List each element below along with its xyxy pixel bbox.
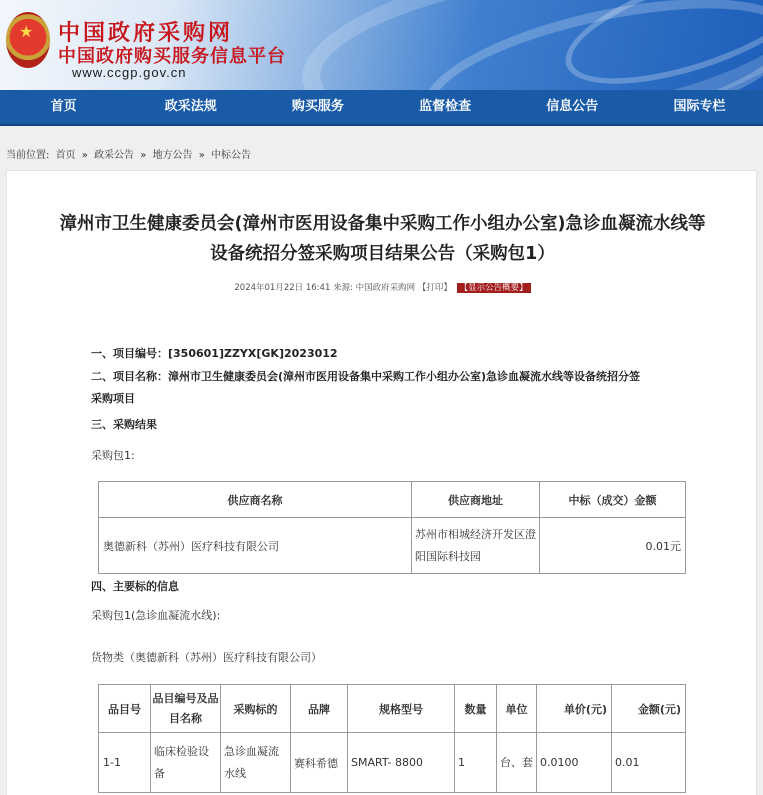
source-label: 来源: — [333, 283, 353, 293]
project-number: 一、项目编号：[350601]ZZYX[GK]2023012 — [91, 347, 338, 360]
item-no: 1-1 — [99, 733, 151, 793]
quantity: 1 — [455, 733, 497, 793]
nav-regulations[interactable]: 政采法规 — [164, 99, 217, 114]
nav-supervision[interactable]: 监督检查 — [419, 99, 472, 114]
amount: 0.01 — [612, 733, 686, 793]
header-unit-price: 单价(元) — [537, 685, 612, 733]
section-heading: 四、主要标的信息 — [91, 580, 179, 593]
project-name-line: 二、项目名称：漳州市卫生健康委员会(漳州市医用设备集中采购工作小组办公室)急诊血凝流水线等设备统招分签 — [91, 370, 641, 383]
site-title[interactable]: 中国政府采购网 — [58, 21, 234, 46]
package-label: 采购包1: — [91, 449, 135, 462]
result-table — [98, 481, 686, 574]
breadcrumb-separator: » — [198, 150, 205, 161]
nav-home[interactable]: 首页 — [50, 99, 77, 114]
title-line: 设备统招分签采购项目结果公告（采购包1） — [210, 244, 555, 264]
header-supplier: 供应商名称 — [99, 482, 412, 518]
site-url: www.ccgp.gov.cn — [72, 65, 187, 80]
breadcrumb — [6, 146, 254, 161]
package-target-label: 采购包1(急诊血凝流水线): — [91, 609, 221, 622]
breadcrumb-separator: » — [140, 150, 147, 161]
table-row — [99, 733, 686, 793]
unit-price: 0.0100 — [537, 733, 612, 793]
table-row — [99, 518, 686, 574]
header-item-name: 品目编号及品目名称 — [151, 685, 221, 733]
breadcrumb-separator: » — [81, 150, 88, 161]
publish-date: 2024年01月22日 16:41 — [234, 283, 331, 293]
national-emblem-icon: ★ — [6, 12, 50, 68]
breadcrumb-procurement[interactable]: 政采公告 — [94, 150, 135, 161]
page-title — [7, 209, 758, 269]
main-nav — [0, 90, 763, 126]
table-header-row — [99, 482, 686, 518]
header-amount: 金额(元) — [612, 685, 686, 733]
winning-amount: 0.01元 — [540, 518, 686, 574]
header-unit: 单位 — [497, 685, 537, 733]
site-subtitle: 中国政府购买服务信息平台 — [58, 46, 286, 67]
header-target: 采购标的 — [221, 685, 291, 733]
header-model: 规格型号 — [348, 685, 455, 733]
breadcrumb-label: 当前位置: — [6, 150, 50, 161]
unit: 台、套 — [497, 733, 537, 793]
item-name: 临床检验设备 — [151, 733, 221, 793]
project-name-line: 采购项目 — [91, 392, 135, 405]
source-name: 中国政府采购网 — [355, 283, 416, 293]
goods-table — [98, 684, 686, 793]
procurement-target: 急诊血凝流水线 — [221, 733, 291, 793]
brand: 赛科希德 — [291, 733, 348, 793]
goods-label: 货物类（奥德新科（苏州）医疗科技有限公司） — [91, 651, 322, 664]
header-item-no: 品目号 — [99, 685, 151, 733]
header-brand: 品牌 — [291, 685, 348, 733]
breadcrumb-winning[interactable]: 中标公告 — [211, 150, 252, 161]
nav-purchase-services[interactable]: 购买服务 — [291, 99, 344, 114]
site-banner — [0, 0, 763, 90]
article-meta — [7, 281, 758, 293]
article-panel — [6, 170, 757, 795]
nav-international[interactable]: 国际专栏 — [673, 99, 726, 114]
breadcrumb-local[interactable]: 地方公告 — [152, 150, 193, 161]
header-quantity: 数量 — [455, 685, 497, 733]
header-amount: 中标（成交）金额 — [540, 482, 686, 518]
table-header-row — [99, 685, 686, 733]
header-address: 供应商地址 — [412, 482, 540, 518]
supplier-address: 苏州市相城经济开发区澄阳国际科技园 — [412, 518, 540, 574]
title-line: 漳州市卫生健康委员会(漳州市医用设备集中采购工作小组办公室)急诊血凝流水线等 — [59, 214, 706, 234]
project-name — [91, 366, 640, 410]
section-heading: 三、采购结果 — [91, 418, 157, 431]
model: SMART- 8800 — [348, 733, 455, 793]
supplier-name: 奥德新科（苏州）医疗科技有限公司 — [99, 518, 412, 574]
breadcrumb-home[interactable]: 首页 — [55, 150, 76, 161]
show-summary-button[interactable]: 【显示公告概要】 — [457, 283, 531, 293]
print-link[interactable]: 【打印】 — [417, 283, 452, 293]
nav-announcements[interactable]: 信息公告 — [546, 99, 599, 114]
